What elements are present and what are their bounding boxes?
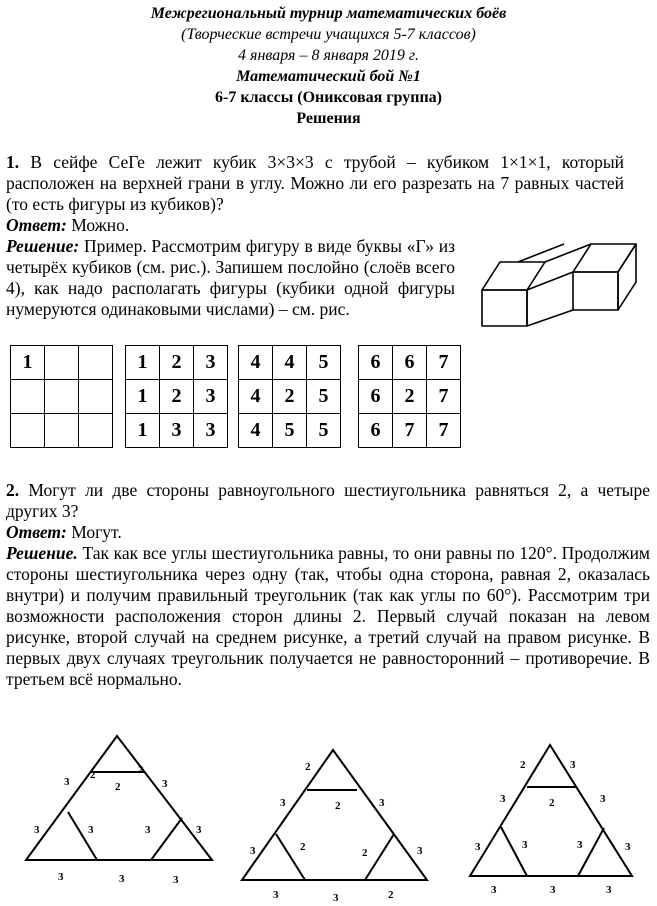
layer3-cell: 5: [307, 346, 341, 380]
problem2-number: 2.: [6, 480, 20, 500]
problem1-statement: [6, 152, 624, 215]
layer1-cell: [45, 414, 79, 448]
grade-group: 6-7 классы (Ониксовая группа): [215, 89, 442, 106]
problem1-solution-text: Пример. Рассмотрим фигуру в виде буквы «Г» из четырёх кубиков (см. рис.). Запишем послойно (слоёв всего 4), как надо располагать фигуры (кубики одной фигуры нумеруются одинаковыми числами) – см. рис.: [6, 236, 455, 319]
fig1-label: 3: [119, 873, 125, 885]
fig1-label: 3: [34, 824, 40, 836]
layer3-cell: 4: [273, 346, 307, 380]
fig3-label: 3: [606, 884, 612, 896]
triangle-figure-right: [450, 740, 655, 900]
layer2-cell: 1: [126, 414, 160, 448]
fig1-label: 2: [90, 769, 96, 781]
layer1-cell: [11, 380, 45, 414]
layer2-cell: 3: [194, 380, 228, 414]
problem2-solution: [6, 543, 650, 690]
fig3-label: 3: [600, 793, 606, 805]
layer2-cell: 3: [194, 346, 228, 380]
fig3-label: 3: [570, 759, 576, 771]
fig3-label: 3: [491, 884, 497, 896]
layer2-cell: 3: [160, 414, 194, 448]
tournament-subtitle: (Творческие встречи учащихся 5-7 классов): [181, 26, 476, 43]
fig2-label: 3: [280, 797, 286, 809]
problem2-solution-label: Решение.: [6, 543, 78, 563]
problem2-answer-label: Ответ:: [6, 522, 67, 542]
problem2-solution-text: Так как все углы шестиугольника равны, то они равны по 120°. Продолжим стороны шестиугольника через одну (так, чтобы одна сторона, равная 2, оказалась внутри) и получим правильный треугольник (так как углы по 60°). Рассмотрим три возможности расположения сторон длины 2. Первый случай показан на левом рисунке, второй случай на среднем рисунке, а третий случай на правом рисунке. В первых двух случаях треугольник получается не равносторонний – противоречие. В третьем всё нормально.: [6, 543, 651, 689]
fig3-label: 3: [522, 839, 528, 851]
layer1-cell: [45, 380, 79, 414]
layer1-cell: [45, 346, 79, 380]
layer-grid-4: [358, 345, 461, 448]
l-shape-figure: [478, 240, 640, 328]
fig2-label: 2: [305, 761, 311, 773]
fig3-label: 2: [549, 797, 555, 809]
fig1-label: 3: [173, 874, 179, 886]
fig2-label: 2: [300, 841, 306, 853]
layer2-cell: 2: [160, 346, 194, 380]
layer3-cell: 2: [273, 380, 307, 414]
layer2-cell: 1: [126, 346, 160, 380]
layer3-cell: 4: [239, 414, 273, 448]
fig3-label: 3: [550, 884, 556, 896]
fig2-label: 3: [333, 892, 339, 904]
fig1-label: 3: [145, 824, 151, 836]
triangle-figure-left: [0, 730, 220, 890]
layer2-cell: 1: [126, 380, 160, 414]
tournament-dates: 4 января – 8 января 2019 г.: [238, 47, 419, 64]
fig3-label: 3: [577, 839, 583, 851]
layer4-cell: 6: [359, 380, 393, 414]
layer4-cell: 7: [427, 346, 461, 380]
layer4-cell: 6: [393, 346, 427, 380]
problem2-answer-text: Могут.: [71, 522, 122, 542]
layer4-cell: 7: [393, 414, 427, 448]
layer2-cell: 2: [160, 380, 194, 414]
solutions-heading: Решения: [296, 110, 361, 127]
problem1-answer: [6, 215, 646, 236]
problem1-answer-text: Можно.: [71, 215, 130, 235]
fig1-label: 2: [115, 781, 121, 793]
layer1-cell: [79, 380, 113, 414]
layer3-cell: 4: [239, 380, 273, 414]
fig2-label: 3: [250, 845, 256, 857]
battle-title: Математический бой №1: [236, 68, 421, 85]
problem1-answer-label: Ответ:: [6, 215, 67, 235]
fig3-label: 3: [475, 841, 481, 853]
fig1-label: 3: [162, 778, 168, 790]
triangle-figure-middle: [230, 745, 440, 905]
problem1-solution: [6, 236, 455, 320]
layer1-cell: [79, 346, 113, 380]
problem1-text: В сейфе СеГе лежит кубик 3×3×3 с трубой – кубиком 1×1×1, который расположен на верхней грани в углу. Можно ли его разрезать на 7 равных частей (то есть фигуры из кубиков)?: [6, 152, 625, 214]
fig2-label: 2: [362, 847, 368, 859]
layer1-cell: [79, 414, 113, 448]
layer4-cell: 7: [427, 380, 461, 414]
layer3-cell: 5: [307, 380, 341, 414]
layer4-cell: 6: [359, 414, 393, 448]
layer4-cell: 2: [393, 380, 427, 414]
fig3-label: 2: [520, 759, 526, 771]
fig2-label: 3: [417, 845, 423, 857]
layer1-cell: 1: [11, 346, 45, 380]
layer-grid-2: [125, 345, 228, 448]
fig2-label: 3: [379, 797, 385, 809]
problem2-answer: [6, 522, 646, 543]
fig2-label: 2: [335, 800, 341, 812]
fig1-label: 3: [88, 824, 94, 836]
fig1-label: 3: [196, 824, 202, 836]
layer1-cell: [11, 414, 45, 448]
problem1-number: 1.: [6, 152, 20, 172]
layer3-cell: 4: [239, 346, 273, 380]
fig1-label: 3: [64, 776, 70, 788]
problem1-solution-label: Решение:: [6, 236, 80, 256]
layer-grid-3: [238, 345, 341, 448]
tournament-title: Межрегиональный турнир математических боёв: [150, 5, 507, 22]
fig3-label: 3: [500, 793, 506, 805]
fig3-label: 3: [625, 841, 631, 853]
fig2-label: 2: [388, 889, 394, 901]
layer-grid-1: [10, 345, 113, 448]
layer4-cell: 6: [359, 346, 393, 380]
problem2-statement: [6, 480, 650, 522]
problem2-text: Могут ли две стороны равноугольного шестиугольника равняться 2, а четыре других 3?: [6, 480, 650, 521]
fig1-label: 3: [58, 871, 64, 883]
layer2-cell: 3: [194, 414, 228, 448]
fig2-label: 3: [273, 889, 279, 901]
layer3-cell: 5: [273, 414, 307, 448]
layer3-cell: 5: [307, 414, 341, 448]
layer4-cell: 7: [427, 414, 461, 448]
fig1-label: 2: [138, 764, 144, 776]
